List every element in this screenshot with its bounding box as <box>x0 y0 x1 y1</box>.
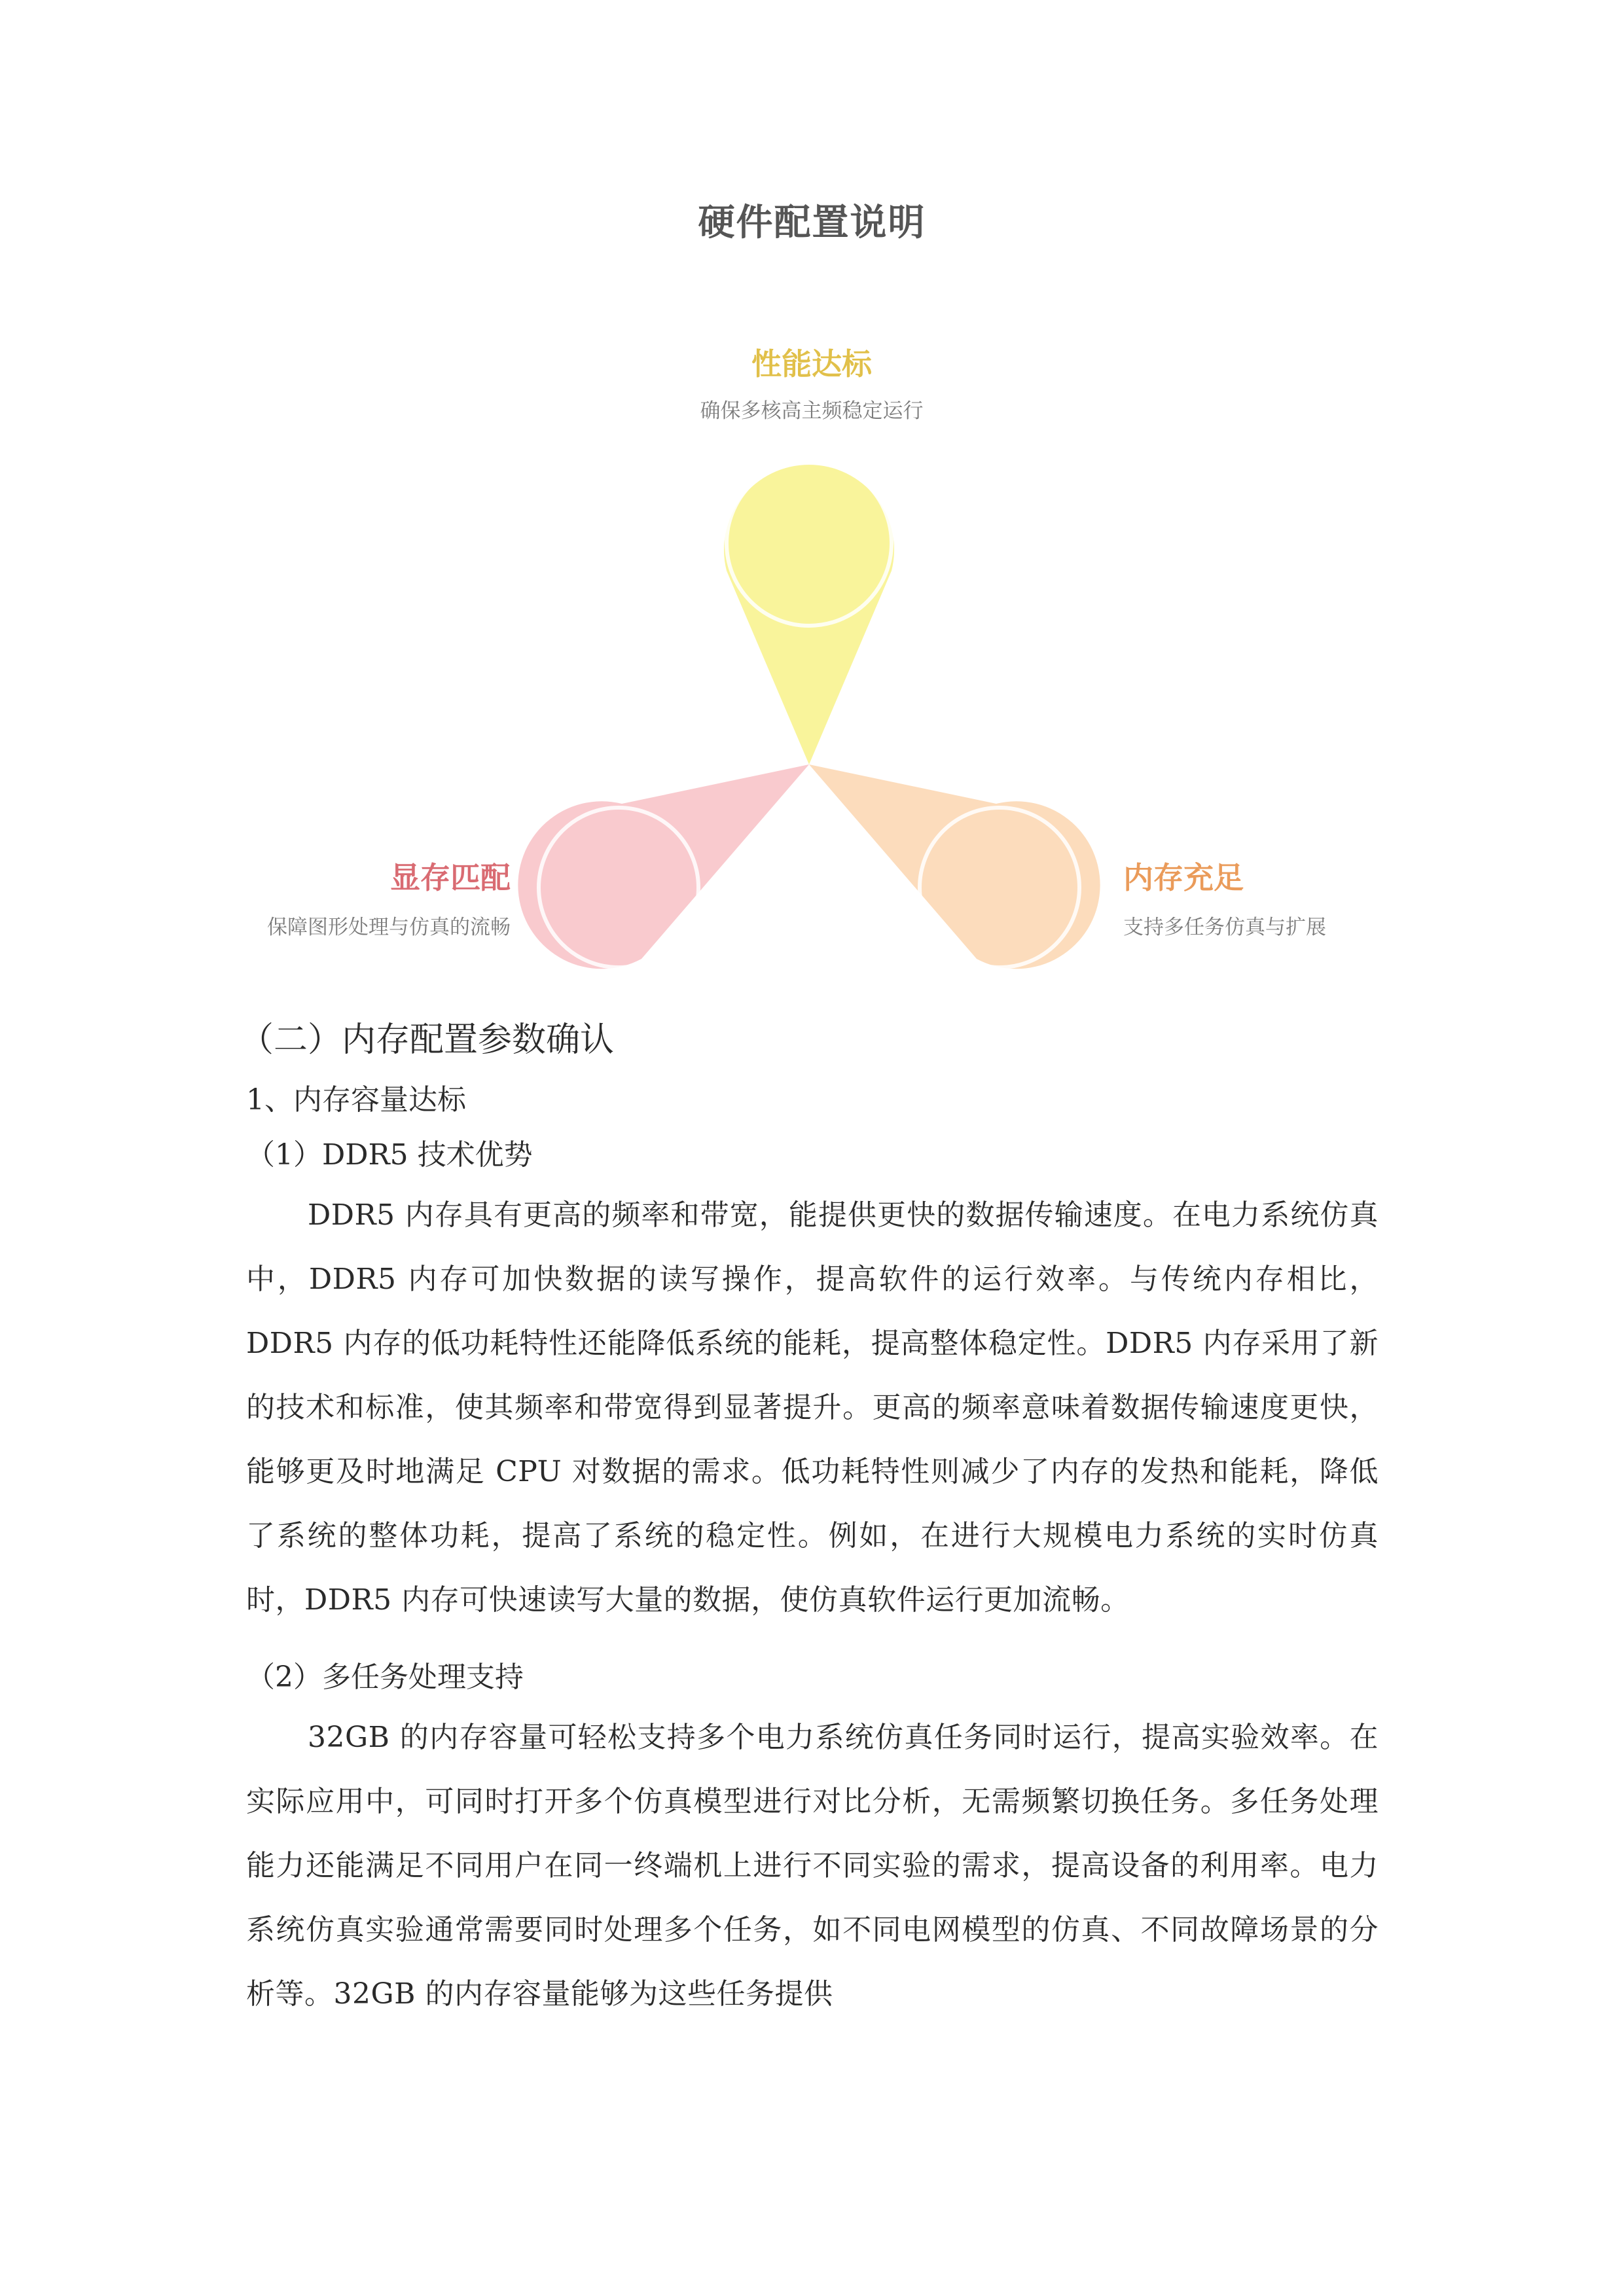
diagram-title: 硬件配置说明 <box>698 202 926 244</box>
node-vram-label: 显存匹配 <box>390 860 511 895</box>
petal-performance <box>724 465 894 764</box>
petal-vram <box>518 764 809 969</box>
node-vram-desc: 保障图形处理与仿真的流畅 <box>267 916 511 939</box>
paragraph-multitask: 32GB 的内存容量可轻松支持多个电力系统仿真任务同时运行，提高实验效率。在实际应用中，可同时打开多个仿真模型进行对比分析，无需频繁切换任务。多任务处理能力还能满足不同用户在同一终端机上进行不同实验的需求，提高设备的利用率。电力系统仿真实验通常需要同时处理多个任务，如不同电网模型的仿真、不同故障场景的分析等。32GB 的内存容量能够为这些任务提供 <box>246 1721 1379 2011</box>
item-title-ddr5: （1）DDR5 技术优势 <box>246 1138 533 1172</box>
node-performance-label: 性能达标 <box>751 346 872 382</box>
hardware-config-diagram <box>0 0 1624 995</box>
node-performance-desc: 确保多核高主频稳定运行 <box>700 399 924 423</box>
diagram-graphic <box>0 0 1624 995</box>
item-title-multitask: （2）多任务处理支持 <box>246 1660 524 1694</box>
petal-memory <box>809 764 1100 969</box>
subsection-heading: 1、内存容量达标 <box>246 1083 466 1117</box>
section-heading: （二）内存配置参数确认 <box>240 1020 615 1060</box>
node-memory-desc: 支持多任务仿真与扩展 <box>1123 916 1326 939</box>
document-body <box>240 1013 1379 2046</box>
node-memory-label: 内存充足 <box>1123 860 1244 895</box>
paragraph-ddr5: DDR5 内存具有更高的频率和带宽，能提供更快的数据传输速度。在电力系统仿真中，DDR5 内存可加快数据的读写操作，提高软件的运行效率。与传统内存相比，DDR5 内存的低功耗特性还能降低系统的能耗，提高整体稳定性。DDR5 内存采用了新的技术和标准，使其频率和带宽得到显著提升。更高的频率意味着数据传输速度更快，能够更及时地满足 CPU 对数据的需求。低功耗特性则减少了内存的发热和能耗，降低了系统的整体功耗，提高了系统的稳定性。例如，在进行大规模电力系统的实时仿真时，DDR5 内存可快速读写大量的数据，使仿真软件运行更加流畅。 <box>246 1198 1379 1617</box>
